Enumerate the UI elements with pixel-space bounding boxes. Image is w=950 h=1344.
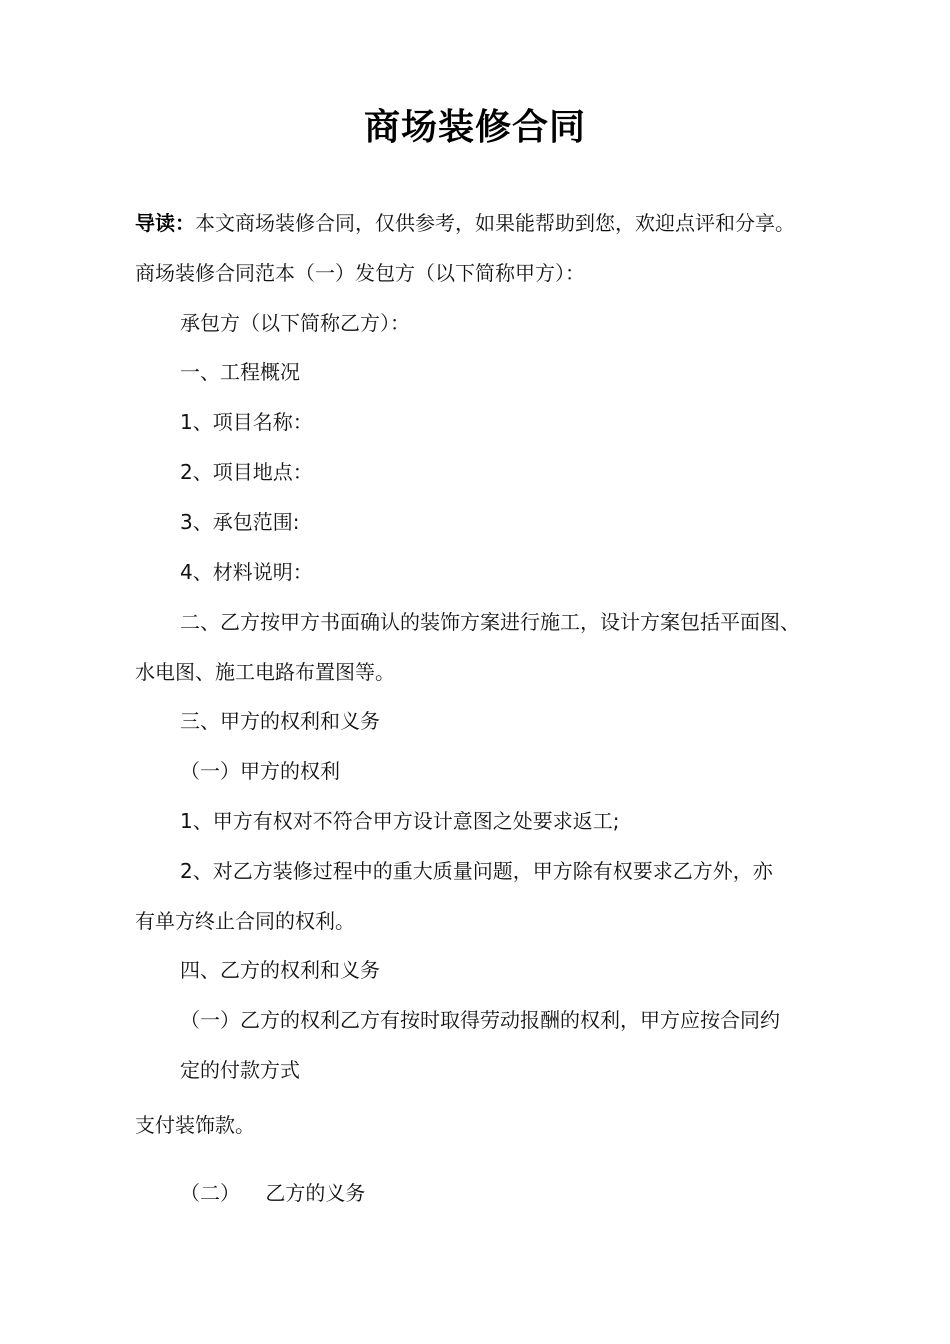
subsection-heading: （一）甲方的权利 <box>180 759 340 783</box>
paragraph-line: 有单方终止合同的权利。 <box>135 909 355 933</box>
intro-label: 导读： <box>135 211 195 235</box>
paragraph-line: 4、材料说明： <box>180 560 313 584</box>
section-heading: 一、工程概况 <box>180 360 300 384</box>
paragraph-line: 承包方（以下简称乙方）： <box>180 311 410 335</box>
paragraph-line: 1、甲方有权对不符合甲方设计意图之处要求返工; <box>180 809 620 833</box>
paragraph-line: 3、承包范围: <box>180 510 300 534</box>
paragraph-line: （一）乙方的权利乙方有按时取得劳动报酬的权利，甲方应按合同约 <box>180 1008 780 1032</box>
paragraph-line: 支付装饰款。 <box>135 1113 255 1137</box>
paragraph-line: 商场装修合同范本（一）发包方（以下简称甲方）： <box>135 261 585 285</box>
section-heading: 四、乙方的权利和义务 <box>180 958 380 982</box>
paragraph-line: 1、项目名称： <box>180 410 313 434</box>
intro-text: 本文商场装修合同，仅供参考，如果能帮助到您，欢迎点评和分享。 <box>195 211 795 235</box>
paragraph-line: 2、对乙方装修过程中的重大质量问题，甲方除有权要求乙方外，亦 <box>180 859 773 883</box>
document-title: 商场装修合同 <box>363 107 586 148</box>
section-heading: 二、乙方按甲方书面确认的装饰方案进行施工，设计方案包括平面图、 <box>180 610 800 634</box>
paragraph-line: 定的付款方式 <box>180 1058 300 1082</box>
section-heading: 三、甲方的权利和义务 <box>180 709 380 733</box>
paragraph-line: 2、项目地点： <box>180 460 313 484</box>
subsection-heading: （二） 乙方的义务 <box>180 1181 366 1205</box>
intro-paragraph <box>135 209 795 237</box>
paragraph-line: 水电图、施工电路布置图等。 <box>135 660 395 684</box>
